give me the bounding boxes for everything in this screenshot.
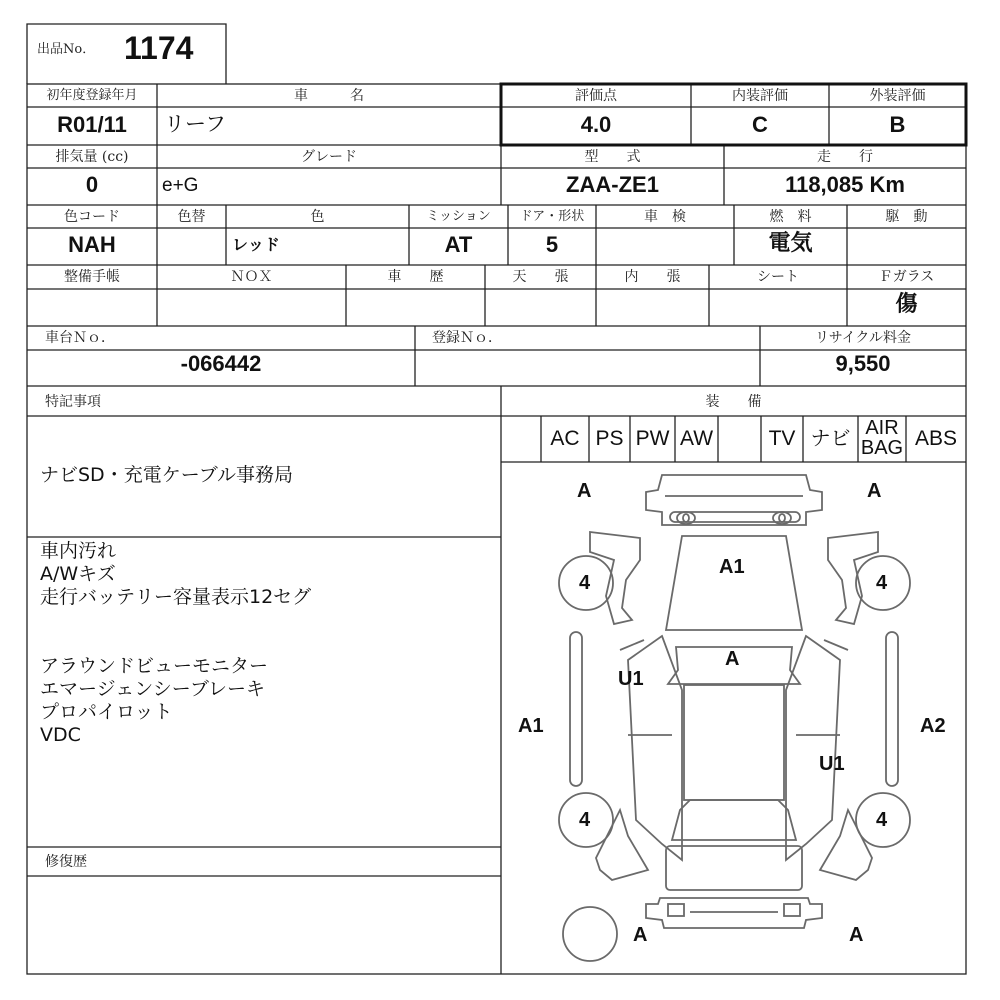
label-maintenance: 整備手帳 <box>64 269 120 285</box>
label-interior: 内装評価 <box>732 88 788 104</box>
label-drive: 駆 動 <box>885 209 928 225</box>
label-inner: 内 張 <box>624 269 681 285</box>
label-color-change: 色替 <box>177 209 206 225</box>
notes-line2-6: エマージェンシーブレーキ <box>40 678 266 700</box>
mark-left-side: A1 <box>518 715 544 737</box>
label-equipment: 装 備 <box>705 394 762 410</box>
mark-right-side: A2 <box>920 715 946 737</box>
label-mileage: 走 行 <box>817 149 873 165</box>
label-color-code: 色コード <box>64 209 120 225</box>
lot-number: 1174 <box>124 30 194 66</box>
mark-roof: A <box>725 648 740 670</box>
value-mission: AT <box>444 232 473 257</box>
value-first-reg: R01/11 <box>57 112 127 137</box>
notes-line2-1: A/Wキズ <box>40 563 116 585</box>
value-color: レッド <box>232 235 280 254</box>
value-mileage: 118,085 Km <box>785 172 905 197</box>
mark-rear-left: A <box>633 924 648 946</box>
value-car-name: リーフ <box>164 112 226 136</box>
equip-ac: AC <box>550 427 580 450</box>
mark-left-panel: U1 <box>618 668 644 690</box>
mark-front-left: A <box>577 480 592 502</box>
tire-fr: 4 <box>876 572 888 594</box>
label-car-name: 車 名 <box>294 88 364 104</box>
equip-aw: AW <box>679 427 714 450</box>
value-exterior: B <box>889 112 906 137</box>
tire-fl: 4 <box>579 572 591 594</box>
notes-line1: ナビSD・充電ケーブル事務局 <box>40 464 293 486</box>
value-fglass: 傷 <box>895 292 918 317</box>
equip-ps: PS <box>595 427 624 450</box>
notes-line2-0: 車内汚れ <box>40 540 117 562</box>
label-recycle: リサイクル料金 <box>814 330 912 346</box>
value-score: 4.0 <box>580 112 612 137</box>
notes-line2-2: 走行バッテリー容量表示12セグ <box>40 586 312 608</box>
value-grade: e+G <box>162 175 199 196</box>
tire-rr: 4 <box>876 809 888 831</box>
value-recycle: 9,550 <box>835 351 891 376</box>
mark-front-right: A <box>867 480 882 502</box>
label-fuel: 燃 料 <box>769 209 812 225</box>
value-model-type: ZAA-ZE1 <box>566 172 659 197</box>
label-seat: シート <box>757 269 799 285</box>
label-first-reg: 初年度登録年月 <box>46 88 138 103</box>
mark-hood: A1 <box>719 556 745 578</box>
label-score: 評価点 <box>575 88 617 104</box>
label-fglass: Ｆガラス <box>878 269 935 285</box>
equip-abs: ABS <box>914 427 958 450</box>
label-nox: ＮＯＸ <box>230 269 273 285</box>
label-history: 車 歴 <box>387 269 444 285</box>
label-reg-no: 登録Ｎｏ． <box>432 330 502 346</box>
value-displacement: 0 <box>85 172 99 197</box>
value-fuel: 電気 <box>768 231 813 256</box>
label-roof: 天 張 <box>512 269 569 285</box>
label-notes: 特記事項 <box>45 394 101 410</box>
tire-rl: 4 <box>579 809 591 831</box>
value-color-code: NAH <box>68 232 116 257</box>
mark-rear-right: A <box>849 924 864 946</box>
equip-navi: ナビ <box>810 426 851 450</box>
lot-label: 出品No． <box>37 42 96 57</box>
label-grade: グレード <box>301 149 357 165</box>
label-color: 色 <box>310 209 325 225</box>
equip-pw: PW <box>635 427 670 450</box>
label-mission: ミッション <box>426 209 491 224</box>
label-repair: 修復歴 <box>45 854 87 870</box>
value-chassis-no: -066442 <box>180 351 262 376</box>
value-door-shape: 5 <box>545 232 559 257</box>
label-chassis-no: 車台Ｎｏ． <box>45 330 115 346</box>
notes-line2-5: アラウンドビューモニター <box>40 655 269 677</box>
label-displacement: 排気量 (cc) <box>55 149 129 165</box>
notes-line2-8: VDC <box>40 724 81 746</box>
label-exterior: 外装評価 <box>869 88 926 104</box>
equip-airbag-line1: AIR <box>865 417 899 439</box>
equip-tv: TV <box>768 427 796 450</box>
label-door-shape: ドア・形状 <box>519 209 585 224</box>
notes-line2-7: プロパイロット <box>40 701 173 723</box>
mark-right-panel: U1 <box>819 753 845 775</box>
label-inspection: 車 検 <box>644 209 686 225</box>
label-model-type: 型 式 <box>584 149 641 165</box>
value-interior: C <box>752 112 768 137</box>
equip-airbag-line2: BAG <box>860 437 904 459</box>
